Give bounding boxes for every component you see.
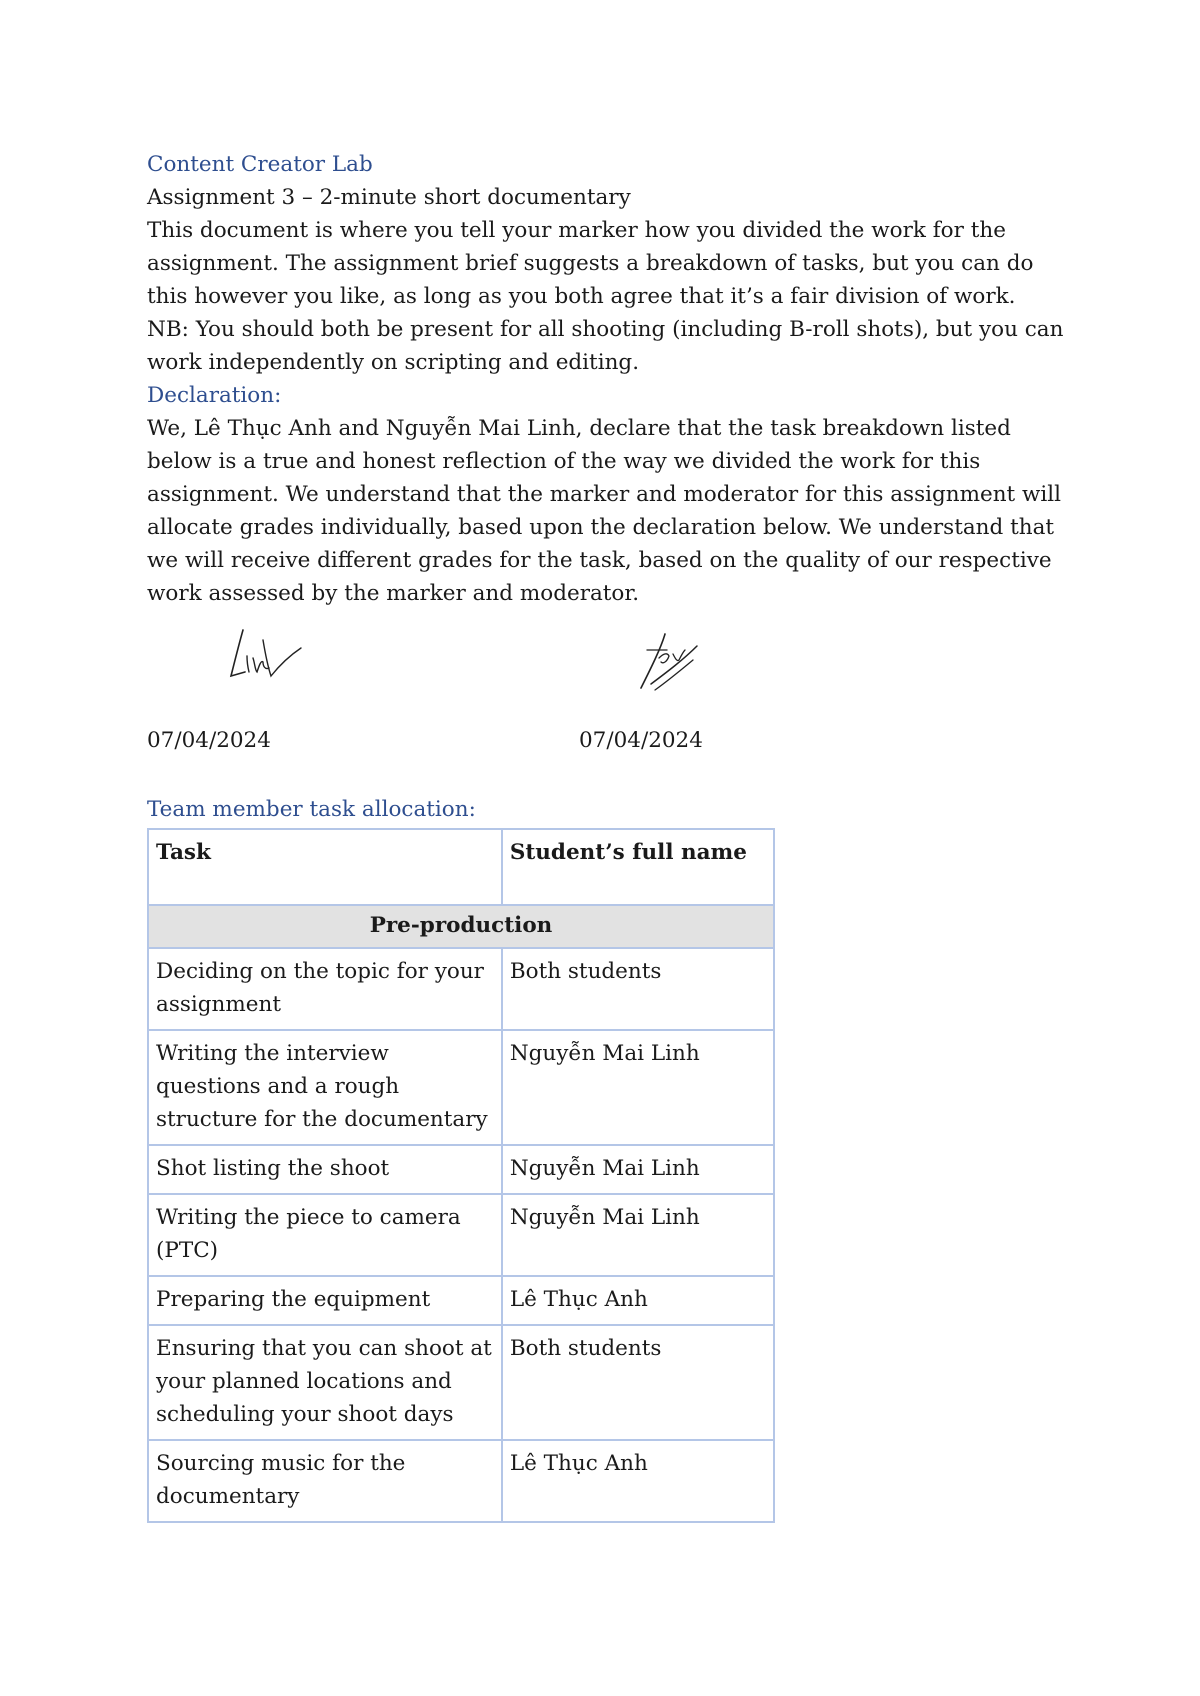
table-row xyxy=(148,1145,774,1194)
section-label: Pre-production xyxy=(148,905,774,948)
task-cell: Shot listing the shoot xyxy=(148,1145,502,1194)
intro-paragraph: This document is where you tell your marker how you divided the work for the assignment. The assignment brief suggests a breakdown of tasks, but you can do this however you like, as long as you both agree that it’s a fair division of work. xyxy=(147,218,1034,309)
task-allocation-table xyxy=(147,828,775,1523)
task-cell: Deciding on the topic for your assignment xyxy=(148,948,502,1030)
student-cell: Lê Thục Anh xyxy=(502,1276,774,1325)
column-header-student: Student’s full name xyxy=(502,829,774,905)
table-header-row xyxy=(148,829,774,905)
signature-2 xyxy=(637,628,707,694)
signature-dates xyxy=(147,724,1067,764)
column-header-task: Task xyxy=(148,829,502,905)
task-cell: Preparing the equipment xyxy=(148,1276,502,1325)
assignment-title: Assignment 3 – 2-minute short documentary xyxy=(147,185,631,210)
student-cell: Both students xyxy=(502,1325,774,1440)
student-cell: Lê Thục Anh xyxy=(502,1440,774,1522)
section-row xyxy=(148,905,774,948)
table-row xyxy=(148,1325,774,1440)
signature-date-2: 07/04/2024 xyxy=(579,728,703,753)
task-cell: Ensuring that you can shoot at your planned locations and scheduling your shoot days xyxy=(148,1325,502,1440)
task-cell: Sourcing music for the documentary xyxy=(148,1440,502,1522)
intro-note: NB: You should both be present for all shooting (including B-roll shots), but you can work independently on scripting and editing. xyxy=(147,317,1064,375)
task-cell: Writing the piece to camera (PTC) xyxy=(148,1194,502,1276)
table-row xyxy=(148,1194,774,1276)
signature-date-1: 07/04/2024 xyxy=(147,728,271,753)
student-cell: Nguyễn Mai Linh xyxy=(502,1030,774,1145)
table-row xyxy=(148,1030,774,1145)
signature-area xyxy=(147,614,1067,724)
allocation-heading: Team member task allocation: xyxy=(147,797,476,822)
student-cell: Nguyễn Mai Linh xyxy=(502,1145,774,1194)
table-row xyxy=(148,1276,774,1325)
student-cell: Both students xyxy=(502,948,774,1030)
declaration-text: We, Lê Thục Anh and Nguyễn Mai Linh, declare that the task breakdown listed below is a true and honest reflection of the way we divided the work for this assignment. We understand that the marker and moderator for this assignment will allocate grades individually, based upon the declaration below. We understand that we will receive different grades for the task, based on the quality of our respective work assessed by the marker and moderator. xyxy=(147,416,1062,606)
table-row xyxy=(148,1440,774,1522)
lab-title: Content Creator Lab xyxy=(147,152,373,177)
student-cell: Nguyễn Mai Linh xyxy=(502,1194,774,1276)
task-cell: Writing the interview questions and a rough structure for the documentary xyxy=(148,1030,502,1145)
table-row xyxy=(148,948,774,1030)
declaration-heading: Declaration: xyxy=(147,383,282,408)
document-page xyxy=(147,148,1067,1523)
signature-1 xyxy=(229,626,309,686)
